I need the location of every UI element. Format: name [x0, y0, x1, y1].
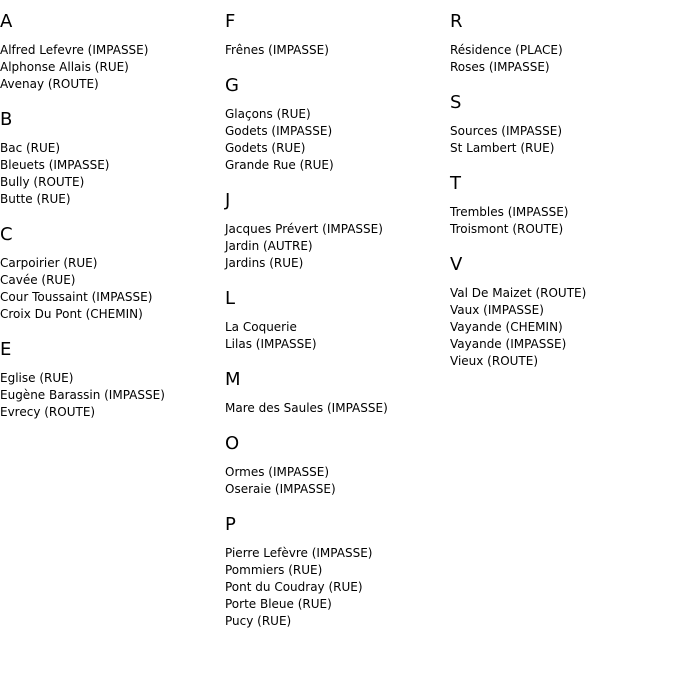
letter-heading: S	[450, 92, 462, 113]
letter-heading: O	[225, 433, 240, 454]
street-list	[225, 106, 450, 174]
street-item: Lilas (IMPASSE)	[225, 337, 317, 351]
letter-heading: V	[450, 254, 463, 275]
street-index-column-3	[450, 0, 675, 370]
letter-section-f	[225, 11, 450, 59]
street-item: Pommiers (RUE)	[225, 563, 323, 577]
letter-heading: L	[225, 288, 236, 309]
street-item: Porte Bleue (RUE)	[225, 597, 332, 611]
letter-section-g	[225, 75, 450, 174]
street-list	[225, 464, 450, 498]
street-item: Croix Du Pont (CHEMIN)	[0, 307, 143, 321]
street-index-column-1	[0, 0, 225, 421]
street-list	[450, 123, 675, 157]
street-list	[450, 285, 675, 370]
street-item: Val De Maizet (ROUTE)	[450, 286, 587, 300]
street-item: Frênes (IMPASSE)	[225, 43, 329, 57]
street-item: Vayande (IMPASSE)	[450, 337, 567, 351]
street-list	[0, 370, 225, 421]
street-item: Alfred Lefevre (IMPASSE)	[0, 43, 149, 57]
street-index-column-2	[225, 0, 450, 630]
letter-section-o	[225, 433, 450, 498]
letter-heading: M	[225, 369, 241, 390]
street-item: Grande Rue (RUE)	[225, 158, 334, 172]
street-item: Mare des Saules (IMPASSE)	[225, 401, 388, 415]
street-item: Pucy (RUE)	[225, 614, 292, 628]
street-item: Bully (ROUTE)	[0, 175, 85, 189]
letter-section-b	[0, 109, 225, 208]
street-item: Jacques Prévert (IMPASSE)	[225, 222, 383, 236]
street-item: Eugène Barassin (IMPASSE)	[0, 388, 165, 402]
street-item: St Lambert (RUE)	[450, 141, 555, 155]
letter-heading: F	[225, 11, 236, 32]
street-list	[0, 140, 225, 208]
street-item: Pont du Coudray (RUE)	[225, 580, 363, 594]
street-item: La Coquerie	[225, 320, 297, 334]
street-item: Evrecy (ROUTE)	[0, 405, 96, 419]
letter-section-r	[450, 11, 675, 76]
letter-heading: G	[225, 75, 239, 96]
street-item: Alphonse Allais (RUE)	[0, 60, 129, 74]
street-item: Cour Toussaint (IMPASSE)	[0, 290, 153, 304]
letter-section-t	[450, 173, 675, 238]
letter-heading: C	[0, 224, 13, 245]
letter-heading: T	[450, 173, 461, 194]
street-item: Jardins (RUE)	[225, 256, 304, 270]
street-item: Troismont (ROUTE)	[450, 222, 564, 236]
street-item: Oseraie (IMPASSE)	[225, 482, 336, 496]
street-item: Pierre Lefèvre (IMPASSE)	[225, 546, 373, 560]
street-item: Jardin (AUTRE)	[225, 239, 313, 253]
street-list	[225, 42, 450, 59]
street-list	[450, 204, 675, 238]
letter-section-p	[225, 514, 450, 630]
street-item: Trembles (IMPASSE)	[450, 205, 569, 219]
letter-section-c	[0, 224, 225, 323]
letter-section-l	[225, 288, 450, 353]
letter-heading: B	[0, 109, 13, 130]
street-item: Avenay (ROUTE)	[0, 77, 99, 91]
letter-section-e	[0, 339, 225, 421]
street-item: Vieux (ROUTE)	[450, 354, 539, 368]
street-item: Vayande (CHEMIN)	[450, 320, 563, 334]
letter-section-s	[450, 92, 675, 157]
letter-heading: J	[225, 190, 231, 211]
street-item: Ormes (IMPASSE)	[225, 465, 330, 479]
street-list	[225, 221, 450, 272]
letter-section-v	[450, 254, 675, 370]
street-item: Bleuets (IMPASSE)	[0, 158, 110, 172]
letter-heading: R	[450, 11, 463, 32]
letter-heading: E	[0, 339, 12, 360]
street-item: Glaçons (RUE)	[225, 107, 311, 121]
street-item: Godets (IMPASSE)	[225, 124, 333, 138]
letter-heading: P	[225, 514, 236, 535]
street-item: Carpoirier (RUE)	[0, 256, 98, 270]
street-list	[225, 400, 450, 417]
street-list	[0, 42, 225, 93]
street-list	[225, 319, 450, 353]
street-item: Roses (IMPASSE)	[450, 60, 550, 74]
street-item: Sources (IMPASSE)	[450, 124, 563, 138]
letter-section-j	[225, 190, 450, 272]
street-item: Godets (RUE)	[225, 141, 306, 155]
letter-heading: A	[0, 11, 13, 32]
street-item: Eglise (RUE)	[0, 371, 74, 385]
street-item: Vaux (IMPASSE)	[450, 303, 544, 317]
street-item: Résidence (PLACE)	[450, 43, 563, 57]
street-item: Butte (RUE)	[0, 192, 71, 206]
street-list	[225, 545, 450, 630]
street-list	[0, 255, 225, 323]
street-item: Bac (RUE)	[0, 141, 61, 155]
letter-section-a	[0, 11, 225, 93]
street-item: Cavée (RUE)	[0, 273, 76, 287]
street-list	[450, 42, 675, 76]
letter-section-m	[225, 369, 450, 417]
